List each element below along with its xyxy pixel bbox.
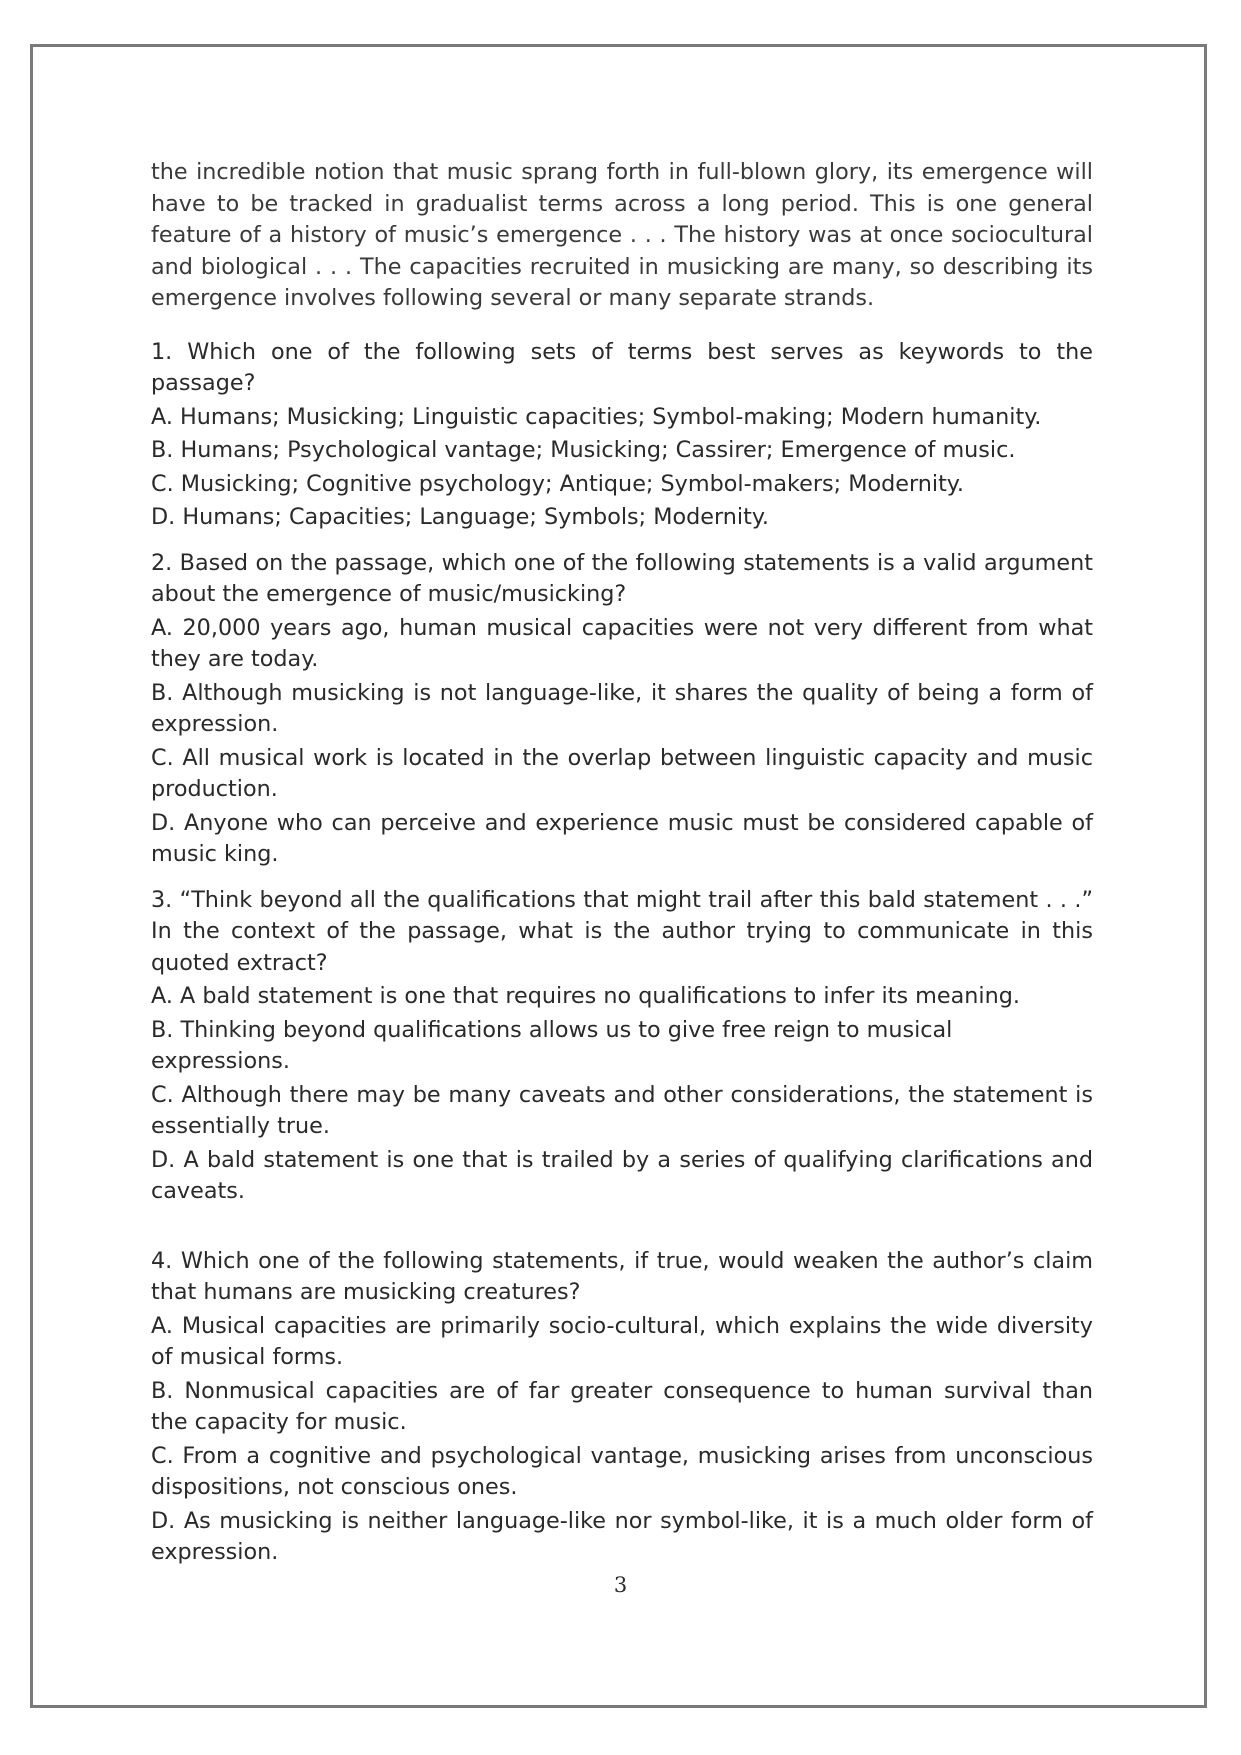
question-stem: 4. Which one of the following statements, if true, would weaken the author’s claim that humans are musicking creatures?: [151, 1247, 1093, 1305]
option-a: A. 20,000 years ago, human musical capacities were not very different from what they are today.: [151, 614, 1093, 672]
option-d: D. Anyone who can perceive and experience music must be considered capable of music king.: [151, 809, 1093, 867]
option-c: C. Musicking; Cognitive psychology; Antique; Symbol-makers; Modernity.: [151, 470, 964, 497]
question-2: [151, 548, 1093, 871]
option-b: B. Nonmusical capacities are of far greater consequence to human survival than the capacity for music.: [151, 1377, 1093, 1435]
question-4: [151, 1246, 1093, 1569]
option-b: B. Although musicking is not language-like, it shares the quality of being a form of expression.: [151, 679, 1093, 737]
option-d: D. Humans; Capacities; Language; Symbols; Modernity.: [151, 504, 769, 530]
option-b: B. Humans; Psychological vantage; Musicking; Cassirer; Emergence of music.: [151, 437, 1016, 463]
option-a: A. A bald statement is one that requires no qualifications to infer its meaning.: [151, 983, 1020, 1009]
option-a: A. Humans; Musicking; Linguistic capacities; Symbol-making; Modern humanity.: [151, 403, 1042, 430]
question-stem: 3. “Think beyond all the qualifications that might trail after this bald statement . . .” In the context of the passage, what is the author trying to communicate in this quoted extract?: [151, 886, 1093, 976]
option-b: B. Thinking beyond qualifications allows us to give free reign to musical expressions.: [151, 1016, 953, 1074]
option-c: C. Although there may be many caveats and other considerations, the statement is essentially true.: [151, 1081, 1093, 1139]
passage-text: the incredible notion that music sprang forth in full-blown glory, its emergence will have to be tracked in gradualist terms across a long period. This is one general feature of a history of music’s emergence . . . The history was at once sociocultural and biological . . . The capacities recruited in musicking are many, so describing its emergence involves following several or many separate strands.: [151, 159, 1093, 311]
option-a: A. Musical capacities are primarily socio-cultural, which explains the wide diversity of musical forms.: [151, 1312, 1093, 1370]
question-3: [151, 885, 1093, 1208]
option-c: C. From a cognitive and psychological vantage, musicking arises from unconscious dispositions, not conscious ones.: [151, 1442, 1093, 1500]
question-stem: 2. Based on the passage, which one of the following statements is a valid argument about the emergence of music/musicking?: [151, 549, 1093, 607]
question-1: [151, 337, 1093, 534]
option-c: C. All musical work is located in the overlap between linguistic capacity and music production.: [151, 744, 1093, 802]
page-number: 3: [613, 1573, 628, 1597]
document-body: [151, 157, 1093, 1583]
option-d: D. As musicking is neither language-like nor symbol-like, it is a much older form of expression.: [151, 1507, 1093, 1565]
question-stem: 1. Which one of the following sets of terms best serves as keywords to the passage?: [151, 338, 1093, 396]
option-d: D. A bald statement is one that is trailed by a series of qualifying clarifications and caveats.: [151, 1146, 1093, 1204]
